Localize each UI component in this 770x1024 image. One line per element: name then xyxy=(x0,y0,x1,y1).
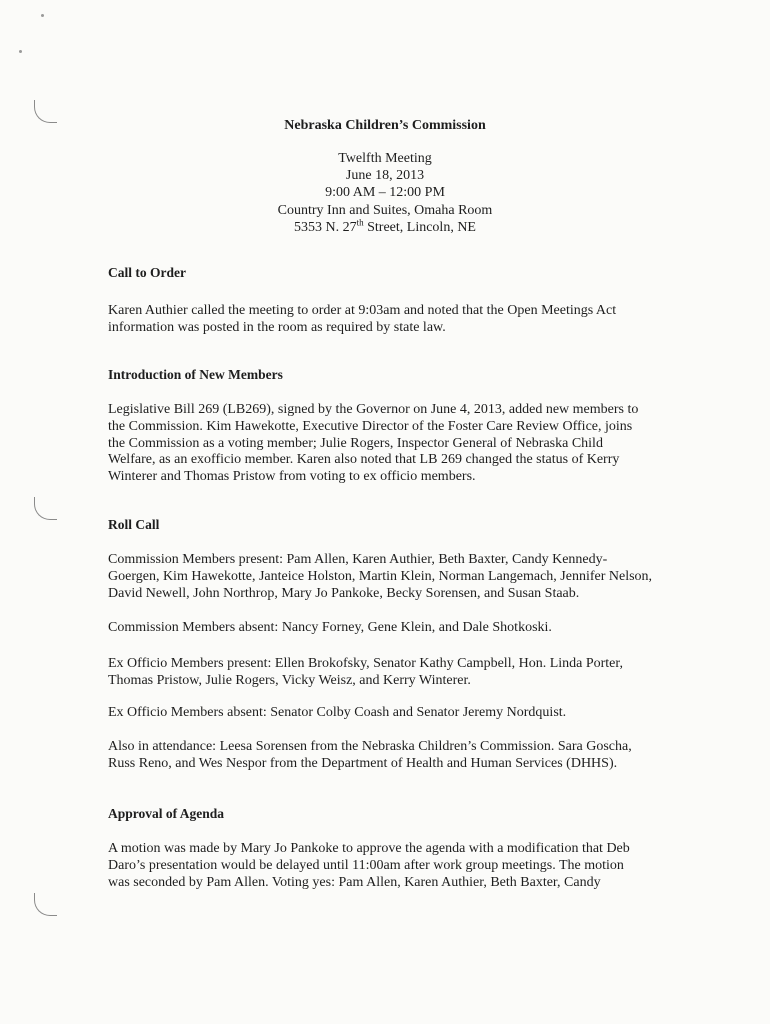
paragraph-approval-of-agenda xyxy=(108,841,668,891)
text-line: Russ Reno, and Wes Nespor from the Department of Health and Human Services (DHHS). xyxy=(108,755,618,771)
text-line: Legislative Bill 269 (LB269), signed by the Governor on June 4, 2013, added new members to xyxy=(108,402,639,417)
paragraph-also-in-attendance xyxy=(108,739,668,773)
scan-speck xyxy=(19,50,22,53)
meeting-address: 5353 N. 27th Street, Lincoln, NE xyxy=(293,217,476,235)
document-title: Nebraska Children’s Commission xyxy=(284,118,486,133)
text-line: Daro’s presentation would be delayed until 11:00am after work group meetings. The motion xyxy=(108,857,624,873)
text-line: was seconded by Pam Allen. Voting yes: Pam Allen, Karen Authier, Beth Baxter, Candy xyxy=(108,874,601,890)
scan-speck xyxy=(41,14,44,17)
paragraph-ex-officio-absent xyxy=(108,705,668,722)
text-line: David Newell, John Northrop, Mary Jo Pankoke, Becky Sorensen, and Susan Staab. xyxy=(108,585,580,601)
text-line: Welfare, as an exofficio member. Karen also noted that LB 269 changed the status of Kerry xyxy=(108,452,620,468)
text-line: Ex Officio Members present: Ellen Brokofsky, Senator Kathy Campbell, Hon. Linda Porter, xyxy=(108,656,623,671)
meeting-time: 9:00 AM – 12:00 PM xyxy=(325,185,445,201)
text-line: Goergen, Kim Hawekotte, Janteice Holston, Martin Klein, Norman Langemach, Jennifer Nelson, xyxy=(108,568,653,584)
binder-punch-hole-bottom xyxy=(34,893,57,916)
text-line: Also in attendance: Leesa Sorensen from the Nebraska Children’s Commission. Sara Goscha, xyxy=(108,739,632,754)
meeting-number: Twelfth Meeting xyxy=(338,151,432,166)
text-line: Winterer and Thomas Pristow from voting to ex officio members. xyxy=(108,469,476,485)
text-line: Karen Authier called the meeting to order at 9:03am and noted that the Open Meetings Act xyxy=(108,303,617,318)
paragraph-members-absent xyxy=(108,620,668,637)
meeting-info xyxy=(0,150,770,236)
text-line: Thomas Pristow, Julie Rogers, Vicky Weisz, and Kerry Winterer. xyxy=(108,672,471,688)
paragraph-ex-officio-present xyxy=(108,656,668,690)
text-line: information was posted in the room as required by state law. xyxy=(108,319,446,335)
section-heading-introduction: Introduction of New Members xyxy=(108,367,283,382)
section-heading-call-to-order: Call to Order xyxy=(108,265,186,280)
text-line: Commission Members present: Pam Allen, Karen Authier, Beth Baxter, Candy Kennedy- xyxy=(108,552,608,567)
meeting-venue: Country Inn and Suites, Omaha Room xyxy=(277,202,493,218)
text-line: Ex Officio Members absent: Senator Colby Coash and Senator Jeremy Nordquist. xyxy=(108,705,567,720)
meeting-date: June 18, 2013 xyxy=(345,168,425,184)
paragraph-call-to-order xyxy=(108,303,668,337)
text-line: the Commission. Kim Hawekotte, Executive Director of the Foster Care Review Office, joins xyxy=(108,418,633,434)
section-heading-approval-of-agenda: Approval of Agenda xyxy=(108,806,225,821)
paragraph-introduction xyxy=(108,402,668,486)
paragraph-members-present xyxy=(108,552,668,602)
binder-punch-hole-middle xyxy=(34,497,57,520)
section-heading-roll-call: Roll Call xyxy=(108,517,160,532)
text-line: A motion was made by Mary Jo Pankoke to approve the agenda with a modification that Deb xyxy=(108,841,630,856)
text-line: the Commission as a voting member; Julie Rogers, Inspector General of Nebraska Child xyxy=(108,435,603,451)
text-line: Commission Members absent: Nancy Forney, Gene Klein, and Dale Shotkoski. xyxy=(108,620,552,635)
